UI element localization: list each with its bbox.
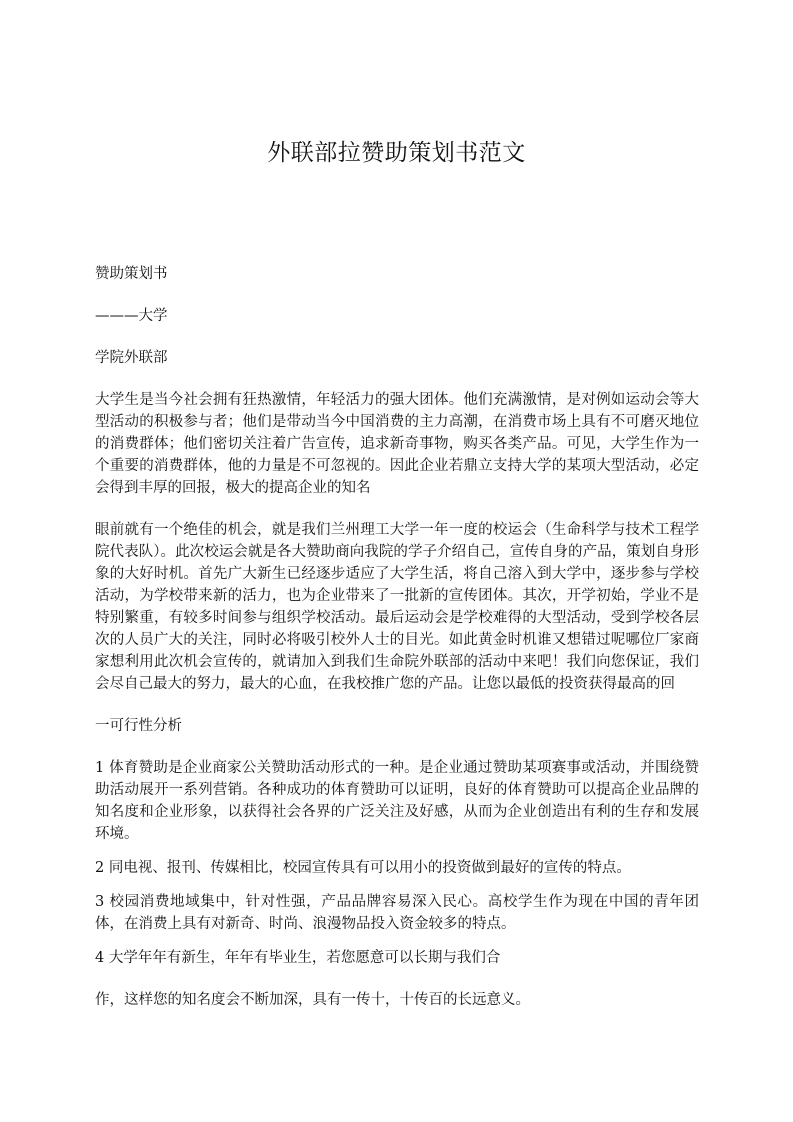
paragraph-point-1: 1 体育赞助是企业商家公关赞助活动形式的一种。是企业通过赞助某项赛事或活动，并围绕赞助活动展开一系列营销。各种成功的体育赞助可以证明，良好的体育赞助可以提高企业品牌的知名度和企业形象，以获得社会各界的广泛关注及好感，从而为企业创造出有利的生存和发展环境。	[95, 760, 699, 842]
paragraph-department: 学院外联部	[95, 350, 168, 366]
paragraph-intro: 大学生是当今社会拥有狂热激情，年轻活力的强大团体。他们充满激情，是对例如运动会等大型活动的积极参与者；他们是带动当今中国消费的主力高潮，在消费市场上具有不可磨灭地位的消费群体；他们密切关注着广告宣传，追求新奇事物，购买各类产品。可见，大学生作为一个重要的消费群体，他的力量是不可忽视的。因此企业若鼎立支持大学的某项大型活动，必定会得到丰厚的回报，极大的提高企业的知名	[95, 392, 699, 496]
paragraph-heading-sponsorship-plan: 赞助策划书	[95, 266, 168, 282]
paragraph-point-4: 4 大学年年有新生，年年有毕业生，若您愿意可以长期与我们合	[95, 950, 501, 966]
paragraph-university: ———大学	[95, 308, 168, 324]
document-title: 外联部拉赞助策划书范文	[267, 140, 526, 166]
section-heading-feasibility: 一可行性分析	[95, 718, 182, 734]
paragraph-point-4-continued: 作，这样您的知名度会不断加深，具有一传十，十传百的长远意义。	[95, 992, 530, 1008]
document-body	[95, 263, 699, 1011]
paragraph-opportunity: 眼前就有一个绝佳的机会，就是我们兰州理工大学一年一度的校运会（生命科学与技术工程学院代表队）。此次校运会就是各大赞助商向我院的学子介绍自己，宣传自身的产品，策划自身形象的大好时机。首先广大新生已经逐步适应了大学生活，将自己溶入到大学中，逐步参与学校活动，为学校带来新的活力，也为企业带来了一批新的宣传团体。其次，开学初始，学业不是特别繁重，有较多时间参与组织学校活动。最后运动会是学校难得的大型活动，受到学校各层次的人员广大的关注，同时必将吸引校外人士的目光。如此黄金时机谁又想错过呢哪位厂家商家想利用此次机会宣传的，就请加入到我们生命院外联部的活动中来吧！我们向您保证，我们会尽自己最大的努力，最大的心血，在我校推广您的产品。让您以最低的投资获得最高的回	[95, 522, 699, 692]
paragraph-point-2: 2 同电视、报刊、传媒相比，校园宣传具有可以用小的投资做到最好的宣传的特点。	[95, 860, 631, 876]
paragraph-point-3: 3 校园消费地域集中，针对性强，产品品牌容易深入民心。高校学生作为现在中国的青年团体，在消费上具有对新奇、时尚、浪漫物品投入资金较多的特点。	[95, 894, 699, 932]
